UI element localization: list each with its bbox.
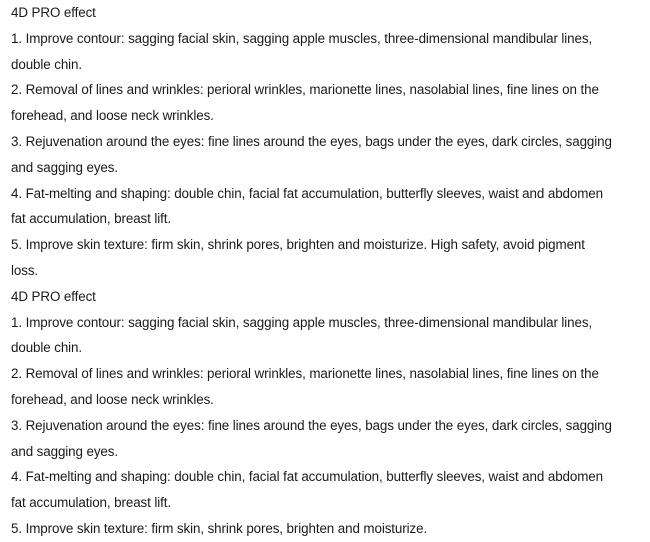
effect-block-2 bbox=[11, 284, 647, 542]
item-5-line-2: loss. bbox=[11, 262, 39, 278]
item-1-line-2: double chin. bbox=[11, 56, 83, 72]
item-5-line-1: 5. Improve skin texture: firm skin, shrink pores, brighten and moisturize. High safety, avoid pigment bbox=[11, 237, 585, 253]
item-1-line-2: double chin. bbox=[11, 340, 83, 356]
document-body bbox=[11, 0, 647, 542]
item-3-line-2: and sagging eyes. bbox=[11, 159, 118, 175]
heading-4d-pro-effect: 4D PRO effect bbox=[11, 5, 96, 20]
heading-4d-pro-effect: 4D PRO effect bbox=[11, 288, 96, 304]
item-1-line-1: 1. Improve contour: sagging facial skin, sagging apple muscles, three-dimensional mandibular lines, bbox=[11, 314, 593, 330]
item-2-line-1: 2. Removal of lines and wrinkles: perioral wrinkles, marionette lines, nasolabial lines, fine lines on the bbox=[11, 366, 599, 382]
item-5-line-1: 5. Improve skin texture: firm skin, shrink pores, brighten and moisturize. bbox=[11, 520, 428, 536]
item-2-line-1: 2. Removal of lines and wrinkles: perioral wrinkles, marionette lines, nasolabial lines, fine lines on the bbox=[11, 82, 599, 98]
item-2-line-2: forehead, and loose neck wrinkles. bbox=[11, 108, 214, 124]
item-1-line-1: 1. Improve contour: sagging facial skin, sagging apple muscles, three-dimensional mandibular lines, bbox=[11, 30, 593, 46]
effect-block-1 bbox=[11, 0, 647, 284]
item-3-line-1: 3. Rejuvenation around the eyes: fine lines around the eyes, bags under the eyes, dark circles, sagging bbox=[11, 133, 612, 149]
item-2-line-2: forehead, and loose neck wrinkles. bbox=[11, 391, 214, 407]
item-4-line-2: fat accumulation, breast lift. bbox=[11, 495, 171, 511]
item-4-line-1: 4. Fat-melting and shaping: double chin, facial fat accumulation, butterfly sleeves, waist and abdomen bbox=[11, 185, 603, 201]
item-4-line-2: fat accumulation, breast lift. bbox=[11, 211, 171, 227]
item-3-line-2: and sagging eyes. bbox=[11, 443, 118, 459]
item-3-line-1: 3. Rejuvenation around the eyes: fine lines around the eyes, bags under the eyes, dark circles, sagging bbox=[11, 417, 612, 433]
item-4-line-1: 4. Fat-melting and shaping: double chin, facial fat accumulation, butterfly sleeves, waist and abdomen bbox=[11, 469, 603, 485]
